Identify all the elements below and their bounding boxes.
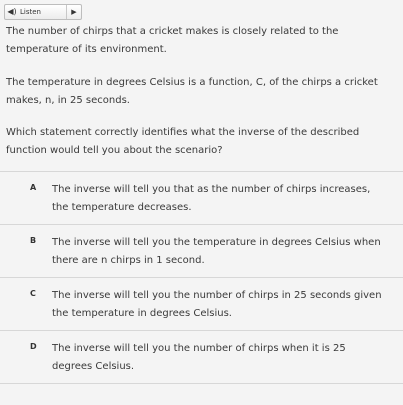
- question-paragraph-3: Which statement correctly identifies what the inverse of the described function would tell you about the scenario?: [6, 127, 360, 156]
- choice-text: The inverse will tell you the number of chirps in 25 seconds given the temperature in degrees Celsius.: [52, 290, 382, 319]
- listen-button[interactable]: [4, 4, 82, 20]
- choice-letter: C: [30, 289, 36, 298]
- listen-label: Listen: [20, 8, 41, 16]
- choice-text: The inverse will tell you the number of chirps when it is 25 degrees Celsius.: [52, 343, 346, 372]
- speaker-icon: ◀): [7, 7, 17, 16]
- play-icon[interactable]: ▶: [66, 5, 81, 19]
- choice-letter: A: [30, 183, 37, 192]
- question-paragraph-1: The number of chirps that a cricket makes is closely related to the temperature of its environment.: [6, 26, 339, 55]
- answer-choice-d[interactable]: [0, 330, 403, 384]
- choice-letter: D: [30, 342, 37, 351]
- choice-letter: B: [30, 236, 37, 245]
- answer-choices: [0, 171, 403, 384]
- answer-choice-c[interactable]: [0, 277, 403, 330]
- answer-choice-b[interactable]: [0, 224, 403, 277]
- choice-text: The inverse will tell you the temperature in degrees Celsius when there are n chirps in 1 second.: [52, 237, 381, 266]
- answer-choice-a[interactable]: [0, 171, 403, 224]
- choice-text: The inverse will tell you that as the number of chirps increases, the temperature decreases.: [52, 184, 371, 213]
- question-paragraph-2: The temperature in degrees Celsius is a function, C, of the chirps a cricket makes, n, in 25 seconds.: [6, 77, 378, 106]
